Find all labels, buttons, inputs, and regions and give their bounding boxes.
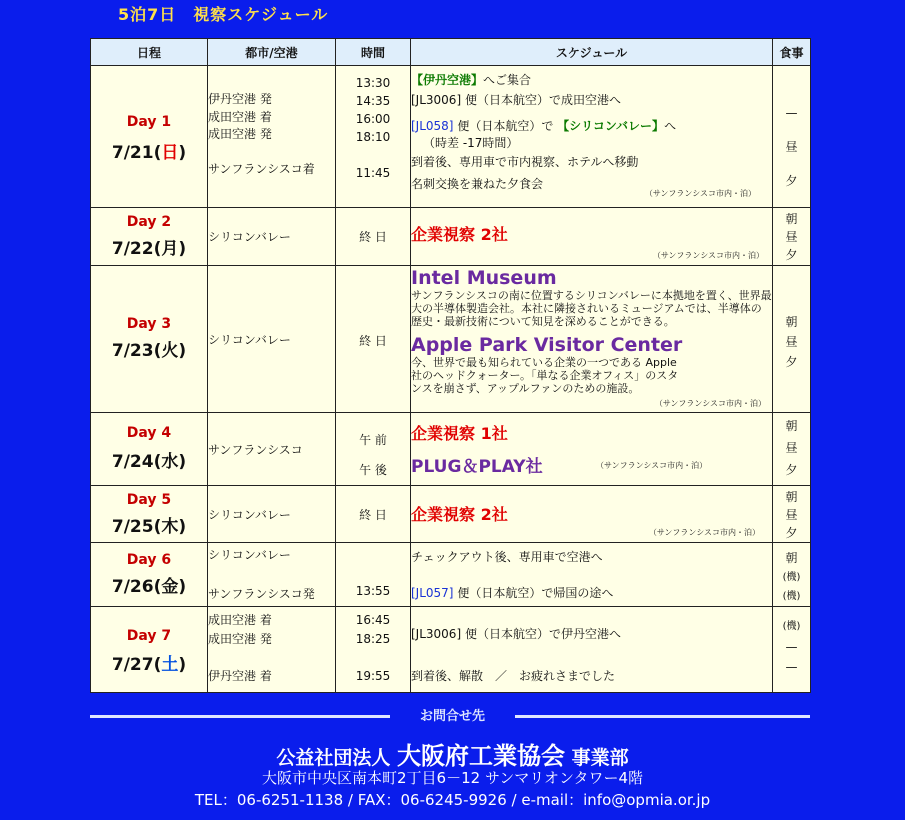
day-label: Day 5 <box>126 492 172 508</box>
city-cell: シリコンバレー サンフランシスコ発 <box>208 543 336 607</box>
overnight-note: （サンフランシスコ市内・泊） <box>644 189 756 198</box>
header-meal: 食事 <box>773 39 811 66</box>
city-cell: サンフランシスコ <box>208 413 336 486</box>
schedule-cell: [JL3006] 便（日本航空）で伊丹空港へ 到着後、解散 ／ お疲れさまでした <box>411 607 773 693</box>
city-cell: シリコンバレー <box>208 486 336 543</box>
day-date: 7/23(火) <box>111 341 187 361</box>
day-cell <box>91 266 208 413</box>
day-label: Day 1 <box>126 114 172 130</box>
table-row <box>91 543 811 607</box>
day-date: 7/22(月) <box>111 239 187 259</box>
overnight-note: （サンフランシスコ市内・泊） <box>654 399 766 408</box>
contact-heading: お問合せ先 <box>419 709 485 724</box>
time-cell: 13:55 <box>336 543 411 607</box>
time-cell: 終 日 <box>336 208 411 266</box>
day-label: Day 4 <box>126 425 172 441</box>
meal-cell: 朝 昼 夕 <box>773 208 811 266</box>
table-row <box>91 66 811 208</box>
meal-cell: 朝 (機) (機) <box>773 543 811 607</box>
day-date: 7/24(水) <box>111 452 187 472</box>
day-label: Day 7 <box>126 628 172 644</box>
city-cell: 伊丹空港 発 成田空港 着 成田空港 発 サンフランシスコ着 <box>208 66 336 208</box>
schedule-table <box>90 38 811 693</box>
table-row <box>91 413 811 486</box>
overnight-note: （サンフランシスコ市内・泊） <box>648 528 760 537</box>
city-cell: シリコンバレー <box>208 266 336 413</box>
organization-name: 公益社団法人 大阪府工業協会 事業部 <box>276 742 629 770</box>
day-cell <box>91 66 208 208</box>
contact-info: TEL：06-6251-1138 / FAX：06-6245-9926 / e-mail：info@opmia.or.jp <box>194 791 711 809</box>
intel-museum-heading: Intel Museum <box>411 267 557 289</box>
time-cell: 13:30 14:35 16:00 18:10 11:45 <box>336 66 411 208</box>
day-cell <box>91 208 208 266</box>
day-label: Day 6 <box>126 552 172 568</box>
day-date: 7/21(日) <box>111 143 187 163</box>
meal-cell: (機) — — <box>773 607 811 693</box>
city-cell: シリコンバレー <box>208 208 336 266</box>
day-date: 7/26(金) <box>111 577 187 597</box>
day-date: 7/27(土) <box>111 655 187 675</box>
apple-park-heading: Apple Park Visitor Center <box>411 334 683 356</box>
schedule-cell: Intel Museum サンフランシスコの南に位置するシリコンバレーに本拠地を置く、世界最大の半導体製造会社。本社に隣接されいるミュージアムでは、半導体の歴史・最新技術について知見を深めることができる。 Apple Park Visitor Center 今、世界で最も知られている企業の一つである Apple 社のヘッドクォーター。「単なる企業オフィス」のスタンスを崩さず、アップルファンのための施設。 （サンフランシスコ市内・泊） <box>411 266 773 413</box>
header-schedule: スケジュール <box>411 39 773 66</box>
day-cell <box>91 413 208 486</box>
schedule-cell: 企業視察 2社 （サンフランシスコ市内・泊） <box>411 208 773 266</box>
time-cell: 終 日 <box>336 486 411 543</box>
meal-cell: — 昼 夕 <box>773 66 811 208</box>
time-cell: 16:45 18:25 19:55 <box>336 607 411 693</box>
city-cell: 成田空港 着 成田空港 発 伊丹空港 着 <box>208 607 336 693</box>
time-cell: 午 前 午 後 <box>336 413 411 486</box>
table-header-row <box>91 39 811 66</box>
day-cell <box>91 543 208 607</box>
overnight-note: （サンフランシスコ市内・泊） <box>652 251 764 260</box>
day-label: Day 2 <box>126 214 172 230</box>
schedule-cell: 【伊丹空港】へご集合 [JL3006] 便（日本航空）で成田空港へ [JL058] 便（日本航空）で 【シリコンバレー】へ （時差 -17時間） 到着後、専用車で市内視察、ホテルへ移動 名刺交換を兼ねた夕食会 （サンフランシスコ市内・泊） <box>411 66 773 208</box>
meal-cell: 朝 昼 夕 <box>773 266 811 413</box>
day-date: 7/25(木) <box>111 517 187 537</box>
table-row <box>91 208 811 266</box>
time-cell: 終 日 <box>336 266 411 413</box>
day-label: Day 3 <box>126 316 172 332</box>
overnight-note: （サンフランシスコ市内・泊） <box>596 461 708 470</box>
day-cell <box>91 607 208 693</box>
header-day: 日程 <box>91 39 208 66</box>
meal-cell: 朝 昼 夕 <box>773 486 811 543</box>
table-row <box>91 607 811 693</box>
address: 大阪市中央区南本町2丁目6－12 サンマリオンタワー4階 <box>262 769 643 787</box>
page-title: 5泊7日 視察スケジュール <box>118 5 329 24</box>
header-time: 時間 <box>336 39 411 66</box>
header-city: 都市/空港 <box>208 39 336 66</box>
meal-cell: 朝 昼 夕 <box>773 413 811 486</box>
table-row <box>91 266 811 413</box>
schedule-cell: 企業視察 2社 （サンフランシスコ市内・泊） <box>411 486 773 543</box>
schedule-cell: チェックアウト後、専用車で空港へ [JL057] 便（日本航空）で帰国の途へ <box>411 543 773 607</box>
day-cell <box>91 486 208 543</box>
table-row <box>91 486 811 543</box>
schedule-cell: 企業視察 1社 PLUG＆PLAY社 （サンフランシスコ市内・泊） <box>411 413 773 486</box>
